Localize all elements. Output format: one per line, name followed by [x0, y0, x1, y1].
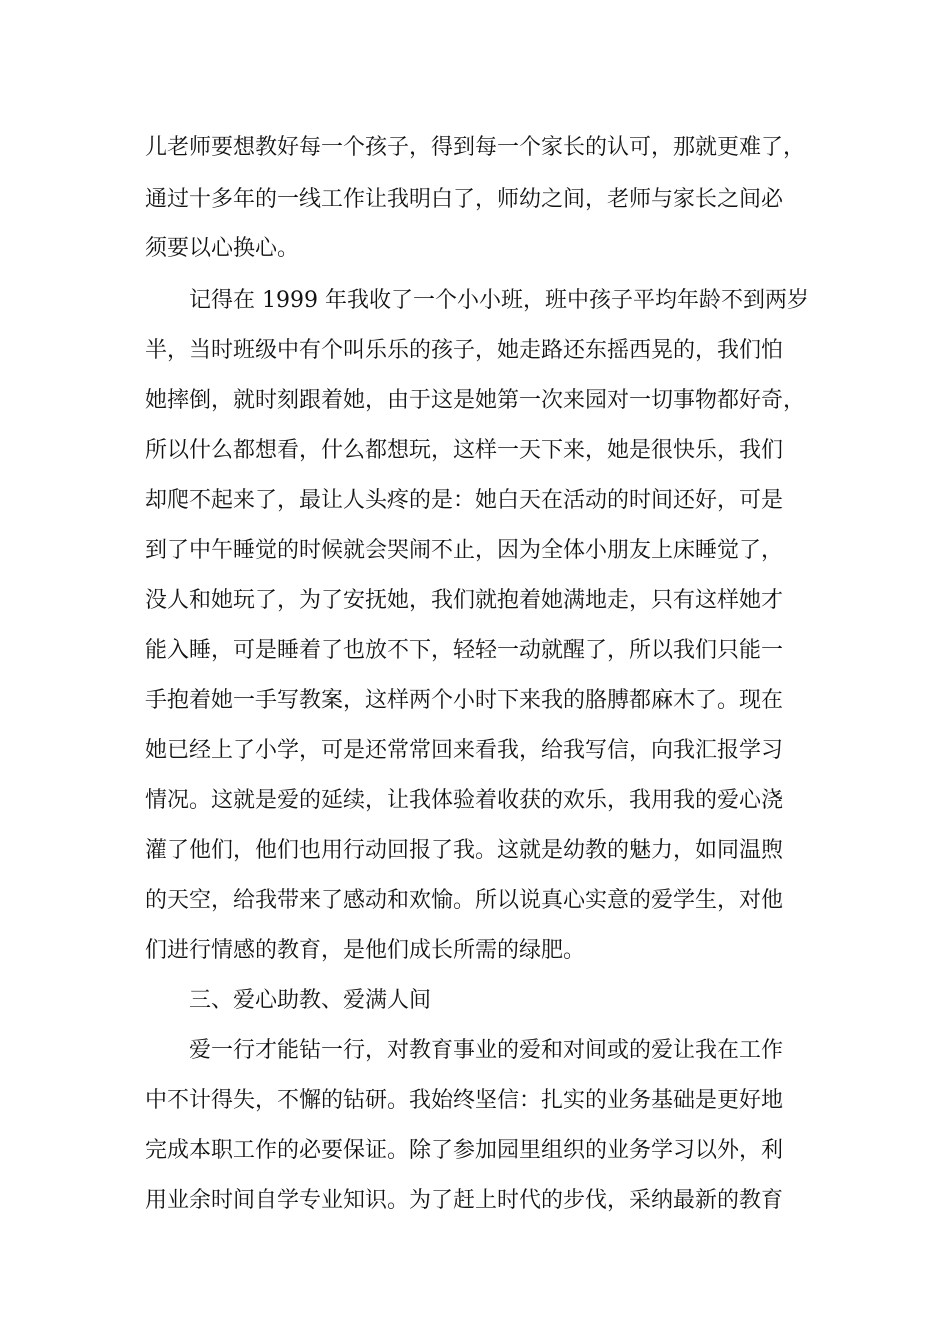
text-line: 却爬不起来了，最让人头疼的是：她白天在活动的时间还好，可是	[145, 488, 784, 513]
text-line: 能入睡，可是睡着了也放不下，轻轻一动就醒了，所以我们只能一	[145, 638, 784, 663]
section-heading: 三、爱心助教、爱满人间	[189, 988, 432, 1013]
text-line: 她摔倒，就时刻跟着她，由于这是她第一次来园对一切事物都好奇，	[145, 388, 806, 413]
paragraph-first-line: 记得在 1999 年我收了一个小小班，班中孩子平均年龄不到两岁	[189, 288, 809, 313]
text-line: 须要以心换心。	[145, 236, 300, 261]
text-line: 的天空，给我带来了感动和欢愉。所以说真心实意的爱学生，对他	[145, 888, 784, 913]
text-line: 通过十多年的一线工作让我明白了，师幼之间，老师与家长之间必	[145, 187, 784, 212]
paragraph-first-line: 爱一行才能钻一行，对教育事业的爱和对间或的爱让我在工作	[189, 1038, 784, 1063]
text-line: 手抱着她一手写教案，这样两个小时下来我的胳膊都麻木了。现在	[145, 688, 784, 713]
text-line: 情况。这就是爱的延续，让我体验着收获的欢乐，我用我的爱心浇	[145, 788, 784, 813]
text-line: 完成本职工作的必要保证。除了参加园里组织的业务学习以外，利	[145, 1138, 784, 1163]
text-line: 半，当时班级中有个叫乐乐的孩子，她走路还东摇西晃的，我们怕	[145, 338, 784, 363]
text-line: 她已经上了小学，可是还常常回来看我，给我写信，向我汇报学习	[145, 738, 784, 763]
text-line: 们进行情感的教育，是他们成长所需的绿肥。	[145, 938, 586, 963]
text-line: 中不计得失，不懈的钻研。我始终坚信：扎实的业务基础是更好地	[145, 1088, 784, 1113]
text-line: 没人和她玩了，为了安抚她，我们就抱着她满地走，只有这样她才	[145, 588, 784, 613]
text-line: 到了中午睡觉的时候就会哭闹不止，因为全体小朋友上床睡觉了，	[145, 538, 784, 563]
text-line: 所以什么都想看，什么都想玩，这样一天下来，她是很快乐，我们	[145, 438, 784, 463]
text-line: 灌了他们，他们也用行动回报了我。这就是幼教的魅力，如同温煦	[145, 838, 784, 863]
text-line: 儿老师要想教好每一个孩子，得到每一个家长的认可，那就更难了，	[145, 135, 806, 160]
text-line: 用业余时间自学专业知识。为了赶上时代的步伐，采纳最新的教育	[145, 1188, 784, 1213]
